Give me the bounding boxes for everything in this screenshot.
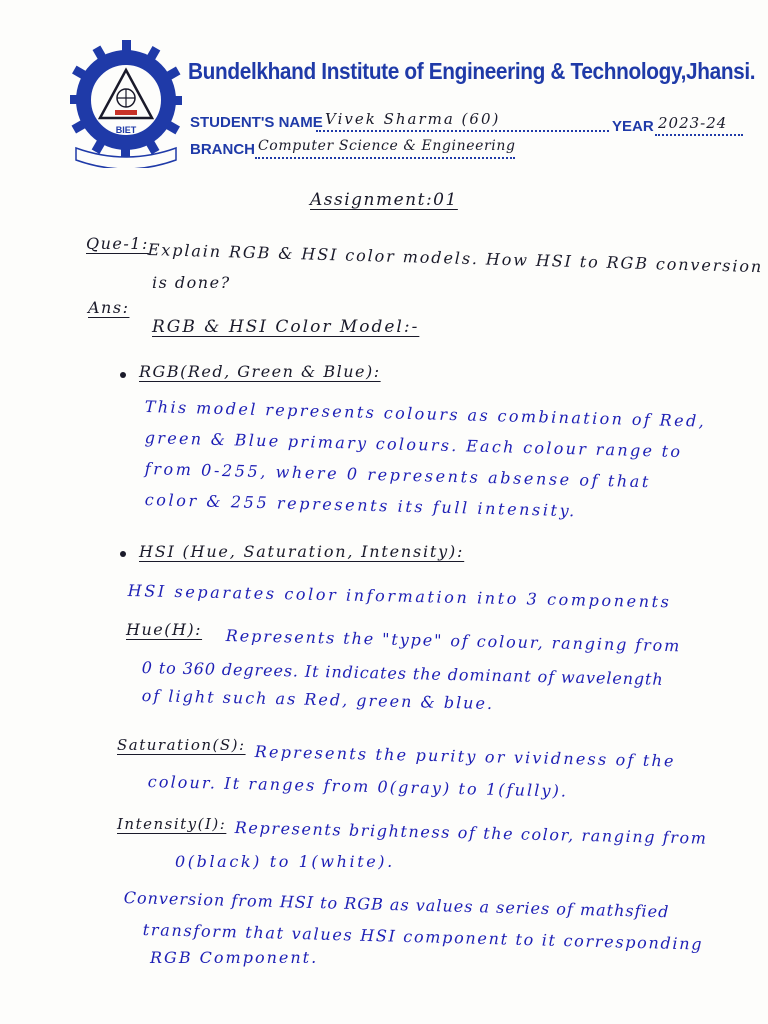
logo-seal	[70, 40, 182, 160]
hue-line-3: of light such as Red, green & blue.	[141, 686, 495, 713]
rgb-title: RGB(Red, Green & Blue):	[139, 362, 381, 381]
hue-line-1: Represents the "type" of colour, ranging from	[225, 626, 682, 656]
rgb-line-1: This model represents colours as combination of Red,	[144, 397, 707, 431]
saturation-label: Saturation(S):	[117, 736, 246, 754]
hsi-bullet	[120, 551, 126, 557]
saturation-line-1: Represents the purity or vividness of the	[254, 742, 676, 771]
hue-label: Hue(H):	[126, 620, 203, 639]
question-line-2: is done?	[152, 273, 231, 292]
student-name-label: STUDENT'S NAME	[190, 114, 323, 131]
hsi-intro: HSI separates color information into 3 components	[127, 581, 672, 612]
answer-heading: RGB & HSI Color Model:-	[152, 317, 420, 337]
conversion-line-2: transform that values HSI component to it corresponding	[142, 920, 704, 954]
branch-line	[255, 157, 515, 159]
intensity-line-1: Represents brightness of the color, ranging from	[234, 818, 708, 848]
assignment-title: Assignment:01	[310, 190, 458, 210]
conversion-line-1: Conversion from HSI to RGB as values a series of mathsfied	[123, 888, 670, 922]
saturation-line-2: colour. It ranges from 0(gray) to 1(fully).	[147, 772, 569, 801]
question-line-1: Explain RGB & HSI color models. How HSI to RGB conversion	[147, 240, 764, 277]
year-line	[655, 134, 743, 136]
conversion-line-3: RGB Component.	[150, 948, 319, 967]
intensity-label: Intensity(I):	[117, 815, 227, 833]
year-value: 2023-24	[658, 114, 728, 132]
rgb-line-2: green & Blue primary colours. Each colour range to	[144, 428, 683, 462]
rgb-line-4: color & 255 represents its full intensity.	[144, 490, 578, 521]
rgb-line-3: from 0-255, where 0 represents absense of that	[144, 459, 652, 492]
rgb-bullet	[120, 372, 126, 378]
branch-label: BRANCH	[190, 141, 255, 158]
year-label: YEAR	[612, 118, 654, 135]
answer-label: Ans:	[88, 298, 130, 317]
intensity-line-2: 0(black) to 1(white).	[175, 852, 395, 871]
institute-logo	[70, 40, 182, 168]
student-name-value: Vivek Sharma (60)	[325, 110, 501, 128]
hue-line-2: 0 to 360 degrees. It indicates the dominant of wavelength	[141, 658, 664, 689]
hsi-title: HSI (Hue, Saturation, Intensity):	[139, 542, 465, 561]
question-label: Que-1:	[86, 234, 149, 253]
logo-short: BIET	[115, 125, 137, 135]
institute-name: Bundelkhand Institute of Engineering & Technology,Jhansi.	[188, 58, 756, 84]
student-name-line	[316, 130, 609, 132]
branch-value: Computer Science & Engineering	[258, 138, 516, 154]
